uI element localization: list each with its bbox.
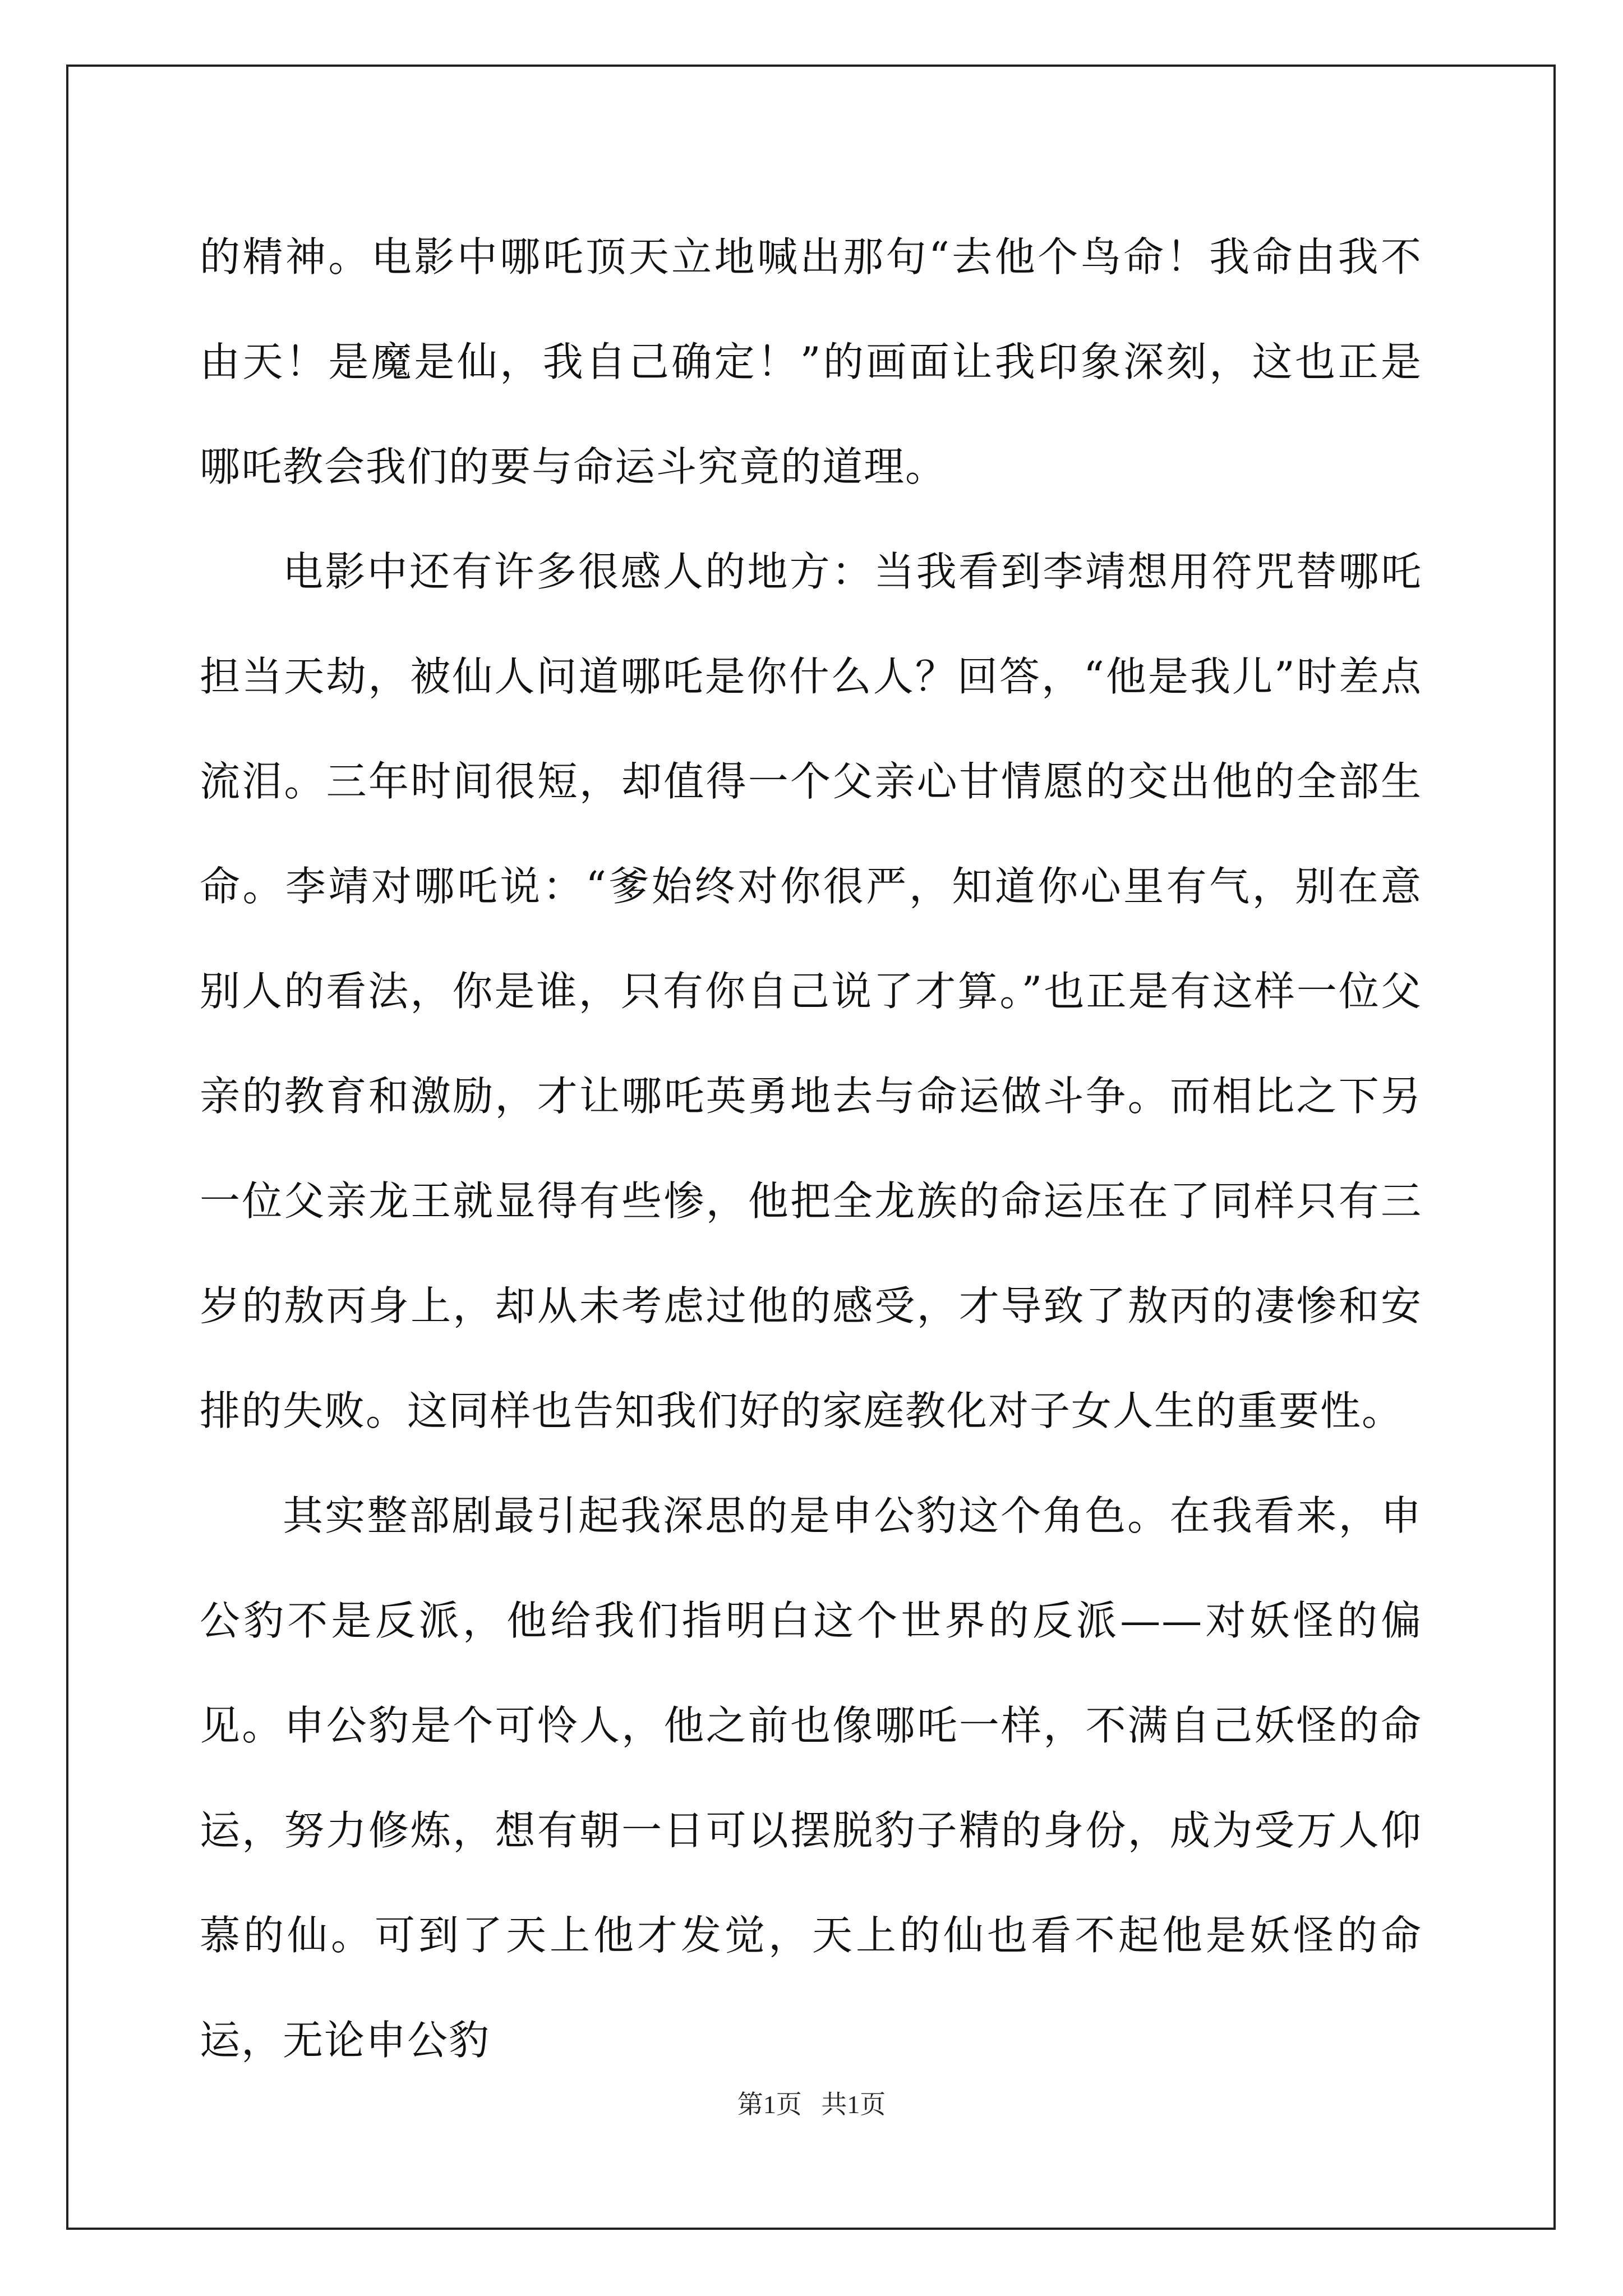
document-body — [200, 205, 1422, 2093]
paragraph-2: 电影中还有许多很感人的地方：当我看到李靖想用符咒替哪吒担当天劫，被仙人问道哪吒是你什么人？回答，“他是我儿”时差点流泪。三年时间很短，却值得一个父亲心甘情愿的交出他的全部生命。李靖对哪吒说：“爹始终对你很严，知道你心里有气，别在意别人的看法，你是谁，只有你自己说了才算。”也正是有这样一位父亲的教育和激励，才让哪吒英勇地去与命运做斗争。而相比之下另一位父亲龙王就显得有些惨，他把全龙族的命运压在了同样只有三岁的敖丙身上，却从未考虑过他的感受，才导致了敖丙的凄惨和安排的失败。这同样也告知我们好的家庭教化对子女人生的重要性。 — [200, 548, 1422, 1434]
paragraph-1: 的精神。电影中哪吒顶天立地喊出那句“去他个鸟命！我命由我不由天！是魔是仙，我自己确定！”的画面让我印象深刻，这也正是哪吒教会我们的要与命运斗究竟的道理。 — [200, 233, 1422, 490]
page-number-footer: 第1页 共1页 — [737, 2090, 886, 2119]
paragraph-3: 其实整部剧最引起我深思的是申公豹这个角色。在我看来，申公豹不是反派，他给我们指明白这个世界的反派——对妖怪的偏见。申公豹是个可怜人，他之前也像哪吒一样，不满自己妖怪的命运，努力修炼，想有朝一日可以摆脱豹子精的身份，成为受万人仰慕的仙。可到了天上他才发觉，天上的仙也看不起他是妖怪的命运，无论申公豹 — [200, 1492, 1422, 2064]
